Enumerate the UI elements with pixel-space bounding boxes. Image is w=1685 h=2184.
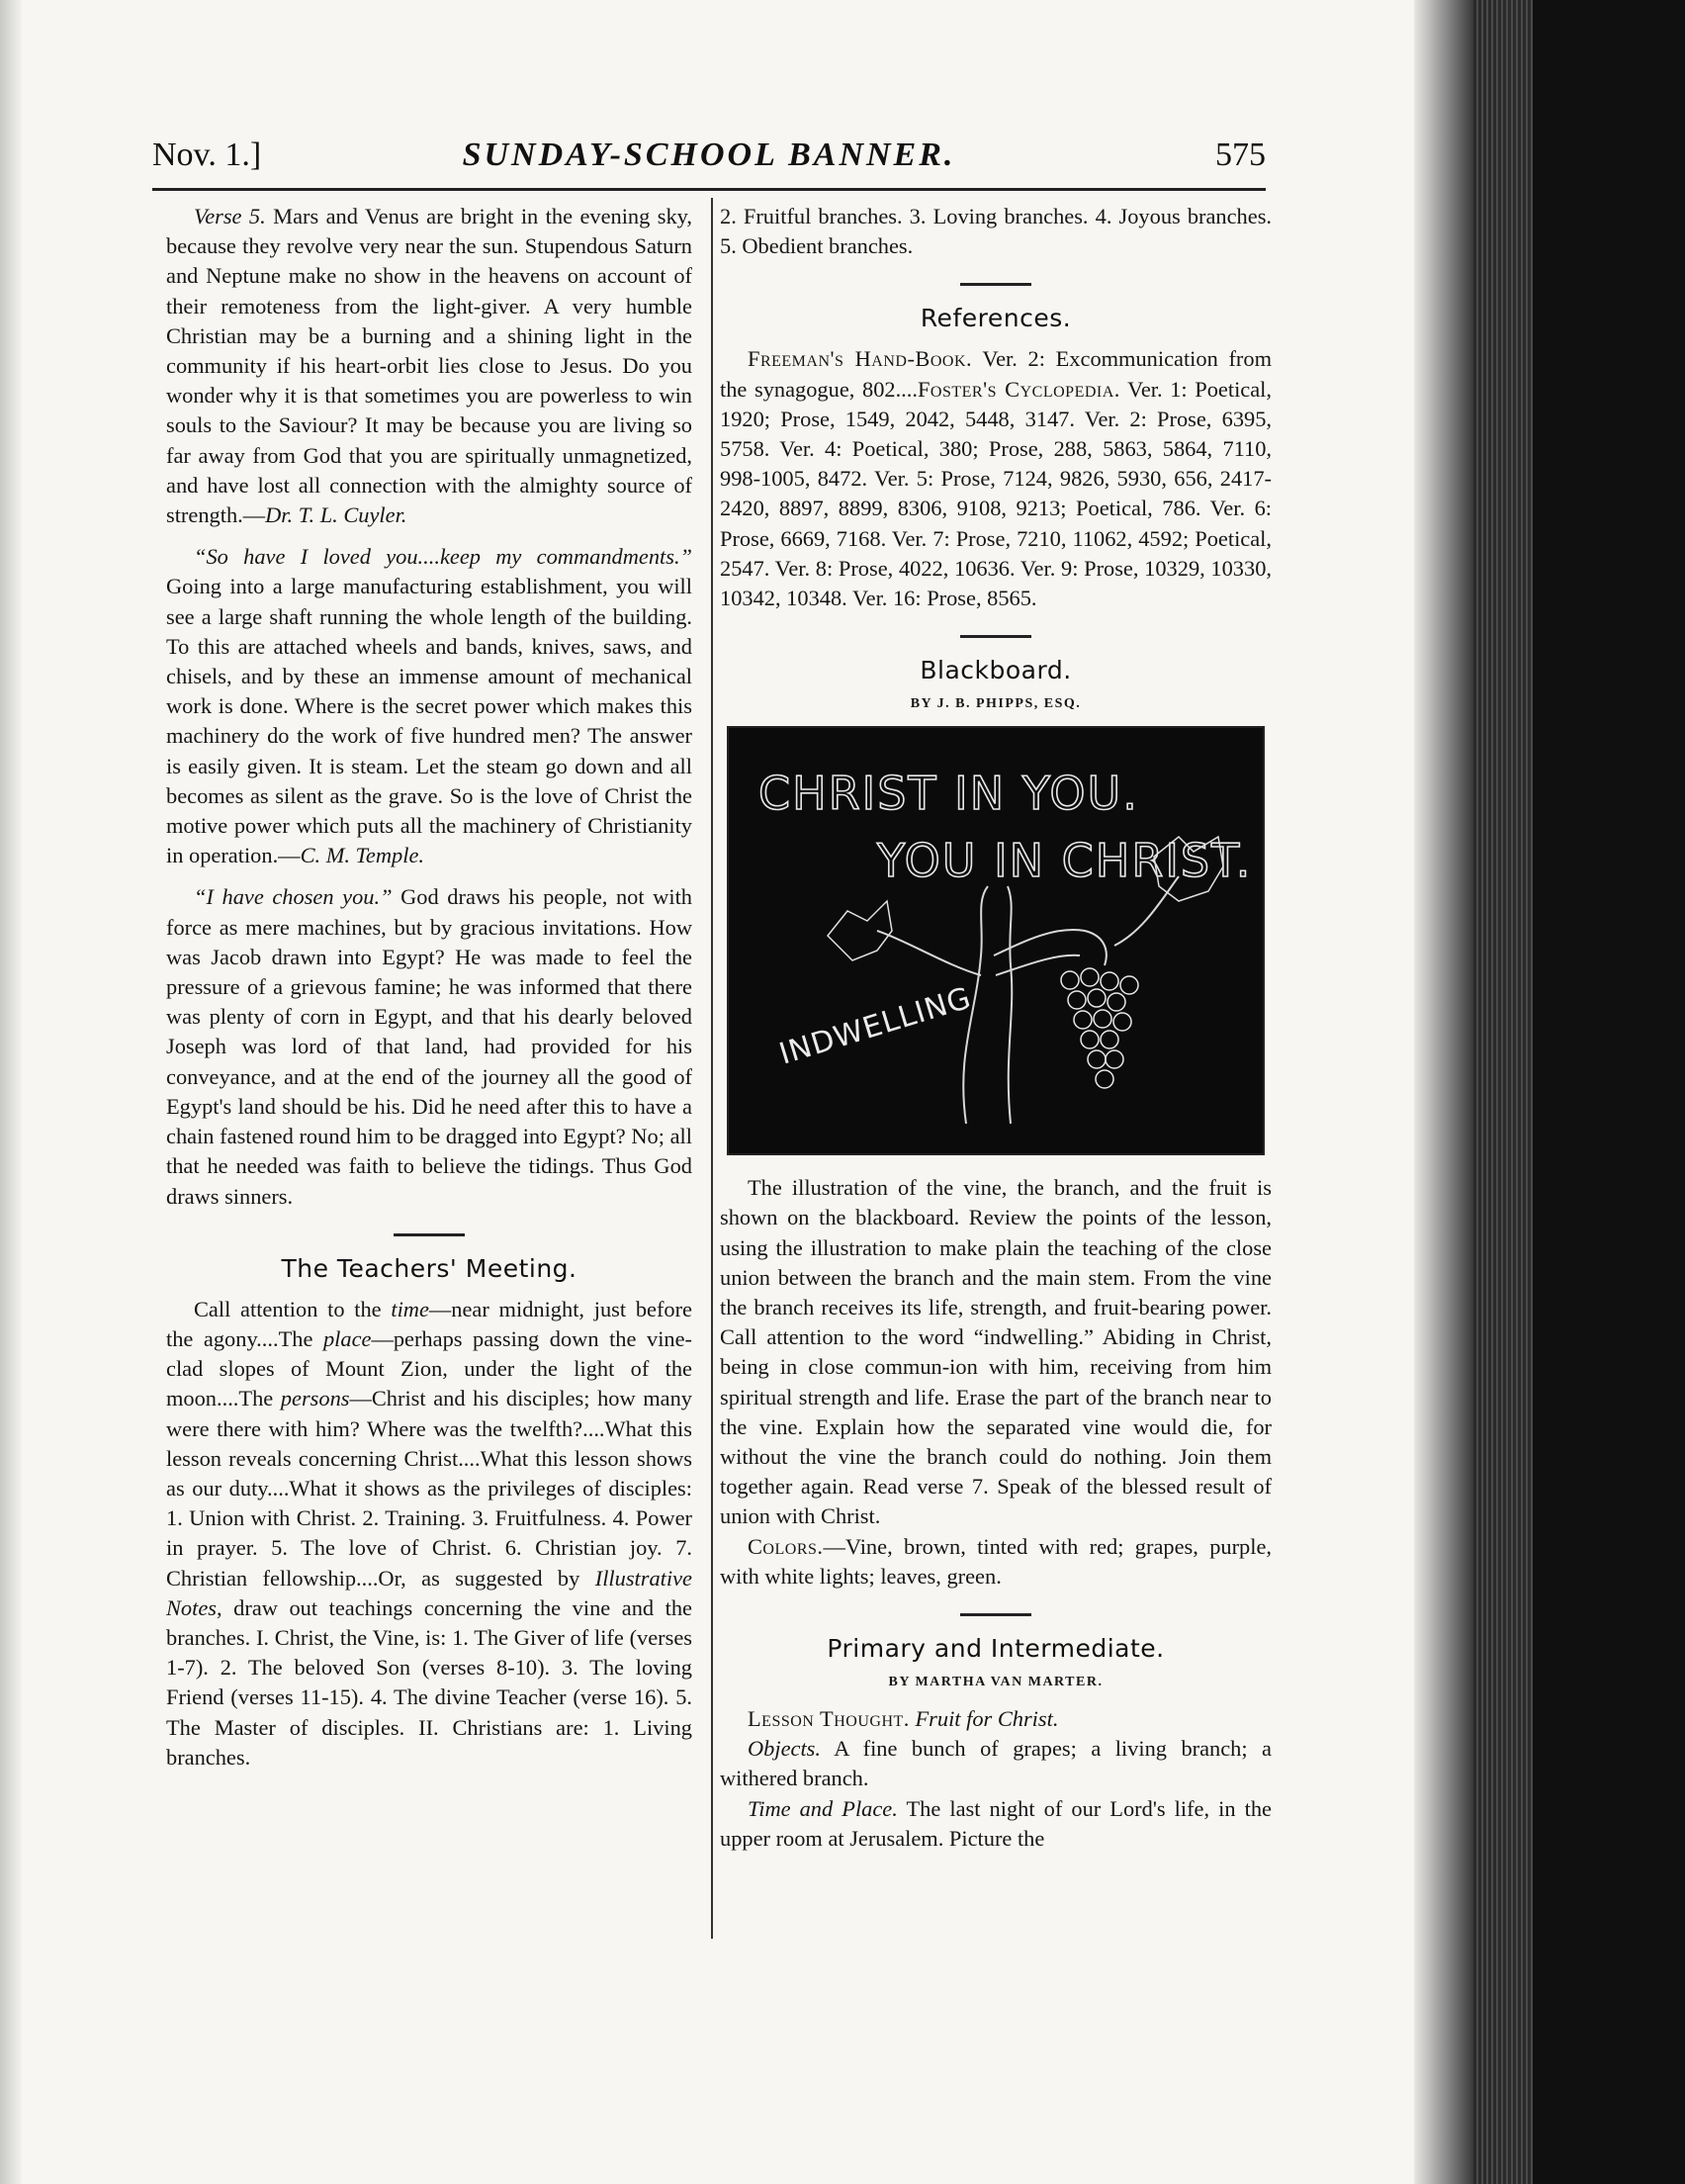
colors-label: Colors.: [748, 1533, 824, 1559]
lesson-value: Fruit for Christ.: [915, 1706, 1059, 1732]
references-text: [720, 344, 1272, 613]
text-run: persons: [280, 1386, 350, 1411]
page-number: 575: [1215, 136, 1266, 173]
text-run: time: [391, 1296, 429, 1321]
vine-trunk-outline: [1008, 886, 1012, 1124]
section-divider: [960, 1613, 1031, 1616]
text-run: —perhaps passing down the vine-clad slopes of Mount Zion, under the light of the moon....The: [166, 1325, 693, 1411]
text-run: Ver. 2: Excommunication from the synagogue, 802....: [720, 346, 1273, 402]
paragraph-chosen: [166, 882, 692, 1211]
header-title: SUNDAY-SCHOOL BANNER.: [462, 136, 956, 173]
blackboard-description: The illustration of the vine, the branch, and the fruit is shown on the blackboard. Review the points of the lesson, using the illustration to make plain the teaching of the close union between the branch and the main stem. From the vine the branch receives its life, strength, and fruit-bearing power. Call attention to the word “indwelling.” Abiding in Christ, being in close commun-ion with him, receiving from him spiritual strength and life. Erase the part of the branch near to the vine. Explain how the separated vine would die, for without the vine the branch could do nothing. Join them together again. Read verse 7. Speak of the blessed result of union with Christ.: [720, 1175, 1272, 1529]
blackboard-byline: BY J. B. PHIPPS, ESQ.: [910, 696, 1082, 712]
colors-text: —Vine, brown, tinted with red; grapes, purple, with white lights; leaves, green.: [720, 1533, 1272, 1589]
paragraph-author: Dr. T. L. Cuyler.: [265, 502, 407, 528]
paragraph-lead: “So have I loved you....keep my commandments.”: [194, 544, 692, 570]
teachers-meeting-text: [166, 1295, 692, 1773]
objects-paragraph: [720, 1734, 1272, 1793]
text-run: Call attention to the: [194, 1296, 392, 1321]
teachers-meeting-heading: The Teachers' Meeting.: [281, 1253, 577, 1283]
section-divider: [960, 283, 1031, 286]
text-run: Ver. 1: Poetical, 1920; Prose, 1549, 2042, 5448, 3147. Ver. 2: Prose, 6395, 5758. Ver. 4: Poetical, 380; Prose, 288, 5863, 5864, 7110, 998-1005, 8472. Ver. 5: Prose, 7124, 9826, 5930, 656, 2417-2420, 8897, 8899, 8306, 9108, 9213; Poetical, 786. Ver. 6: Prose, 6669, 7168. Ver. 7: Prose, 7210, 11062, 4592; Poetical, 2547. Ver. 8: Prose, 4022, 10636. Ver. 9: Prose, 10329, 10330, 10342, 10348. Ver. 16: Prose, 8565.: [720, 376, 1272, 611]
column-divider: [711, 198, 713, 1939]
left-column: [166, 202, 692, 1773]
board-line-2: YOU IN CHRIST.: [877, 834, 1253, 888]
leaf-left: [828, 901, 892, 960]
grape-cluster: [1061, 968, 1138, 1088]
lesson-label: Lesson Thought.: [748, 1706, 910, 1732]
book-fore-edge: [1473, 0, 1533, 2184]
text-run: place: [322, 1325, 372, 1351]
paragraph-author: C. M. Temple.: [300, 843, 424, 868]
lesson-thought: [720, 1704, 1272, 1734]
right-column: [720, 202, 1272, 1854]
board-word-indwelling: INDWELLING: [775, 980, 976, 1072]
section-divider: [960, 635, 1031, 638]
blackboard-illustration: [727, 726, 1265, 1155]
paragraph-lead: Verse 5.: [194, 204, 266, 228]
paragraph-text: God draws his people, not with force as mere machines, but by gracious invitations. How was Jacob drawn into Egypt? He was made to feel the pressure of a grievous famine; he was informed that there was plenty of corn in Egypt, and that his dearly beloved Joseph was lord of that land, had provided for his conveyance, and at the end of the journey all the good of Egypt's land should be his. Did he need after this to have a chain fastened round him to be dragged into Egypt? No; all that he needed was faith to believe the tidings. Thus God draws sinners.: [166, 884, 692, 1209]
paragraph-lead: “I have chosen you.”: [194, 884, 393, 910]
paragraph-text: Going into a large manufacturing establishment, you will see a large shaft running the whole length of the building. To this are attached wheels and bands, knives, saws, and chisels, and by these an immense amount of mechanical work is done. Where is the secret power which makes this machinery do the work of five hundred men? The answer is easily given. It is steam. Let the steam go down and all becomes as silent as the grave. So is the love of Christ the motive power which puts all the machinery of Christianity in operation.—: [166, 574, 692, 868]
reference-source: Freeman's Hand-Book.: [748, 346, 973, 372]
primary-heading: Primary and Intermediate.: [827, 1634, 1165, 1664]
running-header: [152, 136, 1266, 184]
objects-text: A fine bunch of grapes; a living branch; a withered branch.: [720, 1736, 1272, 1791]
blackboard-drawing: [729, 728, 1263, 1153]
objects-label: Objects.: [748, 1736, 821, 1762]
time-label: Time and Place.: [748, 1795, 898, 1821]
references-heading: References.: [920, 304, 1072, 333]
section-divider: [394, 1233, 465, 1236]
paragraph-verse-5: [166, 202, 692, 530]
text-run: —near midnight, just before the agony....The: [166, 1296, 692, 1351]
vine-branch-left: [877, 931, 981, 975]
blackboard-heading: Blackboard.: [920, 656, 1072, 685]
text-run: Illustrative Notes: [166, 1565, 692, 1620]
header-rule: [152, 188, 1266, 191]
paragraph-commandments: [166, 542, 692, 870]
page-edge-shadow: [1414, 0, 1473, 2184]
reference-source: Foster's Cyclopedia.: [917, 376, 1120, 402]
time-text: The last night of our Lord's life, in the upper room at Jerusalem. Picture the: [720, 1795, 1272, 1851]
text-run: —Christ and his disciples; how many were there with him? Where was the twelfth?....What this lesson reveals concerning Christ....What this lesson shows as our duty....What it shows as the privileges of disciples: 1. Union with Christ. 2. Training. 3. Fruitfulness. 4. Power in prayer. 5. The love of Christ. 6. Christian joy. 7. Christian fellowship....Or, as suggested by: [166, 1386, 692, 1591]
text-run: , draw out teachings concerning the vine and the branches. I. Christ, the Vine, is: 1. The Giver of life (verses 1-7). 2. The beloved Son (verses 8-10). 3. The loving Friend (verses 11-15). 4. The divine Teacher (verse 16). 5. The Master of disciples. II. Christians are: 1. Living branches.: [166, 1594, 692, 1770]
page-gutter: [0, 0, 22, 2184]
blackboard-colors: [720, 1532, 1272, 1592]
time-place-paragraph: [720, 1794, 1272, 1854]
paragraph-text: Mars and Venus are bright in the evening sky, because they revolve very near the sun. Stupendous Saturn and Neptune make no show in the heavens on account of their remoteness from the light-giver. A very humble Christian may be a burning and a shining light in the community if his heart-orbit lies close to Jesus. Do you wonder why it is that sometimes you are powerless to win souls to the Saviour? It may be because you are living so far away from God that you are spiritually unmagnetized, and have lost all connection with the almighty source of strength.—: [166, 204, 693, 528]
primary-byline: BY MARTHA VAN MARTER.: [888, 1675, 1104, 1690]
background-dark: [1533, 0, 1685, 2184]
continued-text: 2. Fruitful branches. 3. Loving branches. 4. Joyous branches. 5. Obedient branches.: [720, 204, 1272, 259]
board-line-1: CHRIST IN YOU.: [758, 767, 1139, 821]
header-date: Nov. 1.]: [152, 136, 262, 173]
